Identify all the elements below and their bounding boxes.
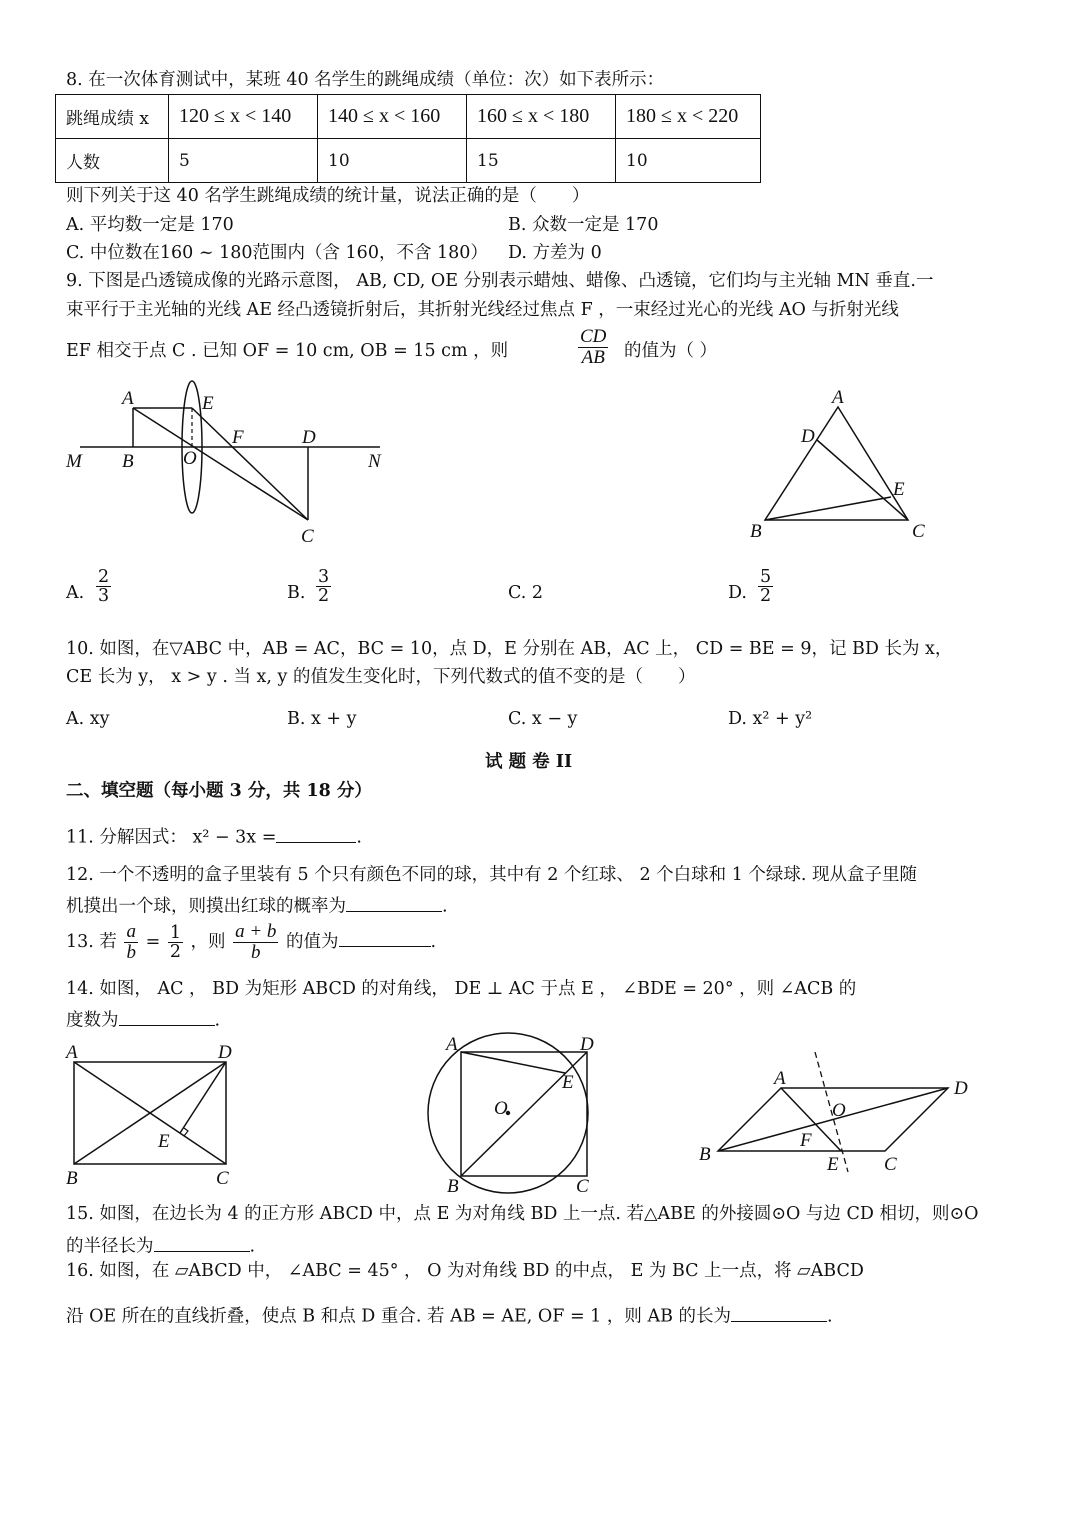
q13-eq: = <box>145 931 161 952</box>
q10-option-c: C. x − y <box>508 709 578 729</box>
segment-be <box>765 497 891 520</box>
fraction-numerator: 5 <box>760 567 772 587</box>
q11-text: 11. 分解因式： x² − 3x = <box>66 827 277 848</box>
q16-line1: 16. 如图，在 ▱ABCD 中， ∠ABC = 45° ， O 为对角线 BD 的中点， E 为 BC 上一点，将 ▱ABCD <box>66 1261 864 1281</box>
para-label: A <box>774 1068 786 1089</box>
q15-line1: 15. 如图，在边长为 4 的正方形 ABCD 中，点 E 为对角线 BD 上一点. 若△ABE 的外接圆⊙O 与边 CD 相切，则⊙O <box>66 1204 979 1224</box>
q9-line1: 9. 下图是凸透镜成像的光路示意图， AB, CD, OE 分别表示蜡烛、蜡像、凸透镜，它们均与主光轴 MN 垂直.一 <box>66 271 934 291</box>
table-cell: 180 ≤ x < 220 <box>616 95 761 139</box>
q9-option-a-fraction <box>94 568 113 606</box>
q13 <box>66 922 436 963</box>
q8-option-d: D. 方差为 0 <box>508 243 602 263</box>
square-label: E <box>562 1072 574 1093</box>
lens-label: F <box>232 427 244 448</box>
q14-line2 <box>66 1007 220 1032</box>
fraction-denominator: 3 <box>98 586 110 607</box>
segment-de <box>180 1062 226 1133</box>
q8-option-c: C. 中位数在160 ~ 180范围内（含 160，不含 180） <box>66 243 488 263</box>
rect-label: C <box>216 1168 229 1189</box>
q15-text: 的半径长为 <box>66 1236 154 1257</box>
triangle-label: B <box>750 521 762 542</box>
q13-pre: 13. 若 <box>66 931 117 952</box>
triangle-label: E <box>893 479 905 500</box>
triangle-label: A <box>832 387 844 408</box>
table-cell: 10 <box>318 139 467 183</box>
answer-blank[interactable] <box>119 1007 215 1026</box>
lens-label: E <box>202 393 214 414</box>
q13-post: 的值为 <box>286 931 339 952</box>
q14-end: . <box>214 1010 221 1031</box>
fraction-numerator: CD <box>580 326 607 347</box>
table-cell: 120 ≤ x < 140 <box>169 95 318 139</box>
q11-end: . <box>356 827 362 848</box>
para-label: E <box>827 1154 839 1175</box>
lens-label: B <box>122 451 134 472</box>
rect-label: E <box>158 1131 170 1152</box>
fraction-denominator: b <box>251 941 261 963</box>
answer-blank[interactable] <box>339 928 431 947</box>
q8-option-b: B. 众数一定是 170 <box>508 215 659 235</box>
fraction-numerator: 3 <box>318 567 330 587</box>
para-label: B <box>699 1144 711 1165</box>
lens-label: N <box>368 451 381 472</box>
answer-blank[interactable] <box>731 1303 827 1322</box>
q9-option-c: C. 2 <box>508 583 544 603</box>
q14-text: 度数为 <box>66 1010 119 1031</box>
fraction-numerator: a <box>126 921 136 942</box>
q10-option-d: D. x² + y² <box>728 709 813 729</box>
lens-label: A <box>122 388 134 409</box>
square-label: D <box>580 1034 594 1055</box>
square-label: B <box>447 1176 459 1197</box>
answer-blank[interactable] <box>154 1233 250 1252</box>
q10-line2: CE 长为 y， x > y . 当 x, y 的值发生变化时，下列代数式的值不变的是（ ） <box>66 667 696 687</box>
q9-option-b-fraction <box>314 568 333 606</box>
right-angle-mark <box>184 1128 188 1136</box>
q10-line1: 10. 如图，在▽ABC 中，AB = AC，BC = 10，点 D，E 分别在 AB，AC 上， CD = BE = 9，记 BD 长为 x， <box>66 639 953 659</box>
square-label: O <box>494 1098 508 1119</box>
answer-blank[interactable] <box>346 893 442 912</box>
triangle-label: C <box>912 521 925 542</box>
lens-label: C <box>301 526 314 547</box>
para-label: D <box>954 1078 968 1099</box>
rect-label: D <box>218 1042 232 1063</box>
q9-option-b-label: B. <box>287 583 306 603</box>
section-title: 试 题 卷 II <box>485 752 573 772</box>
q14-line1: 14. 如图， AC ， BD 为矩形 ABCD 的对角线， DE ⊥ AC 于点 E ， ∠BDE = 20° ，则 ∠ACB 的 <box>66 979 857 999</box>
fraction-denominator: 2 <box>760 586 772 607</box>
triangle-label: D <box>801 426 815 447</box>
fill-in-header: 二、填空题（每小题 3 分，共 18 分） <box>66 781 372 801</box>
q11 <box>66 824 362 849</box>
q15-end: . <box>249 1236 256 1257</box>
table-cell: 15 <box>467 139 616 183</box>
fraction-numerator: a + b <box>235 921 277 942</box>
para-label: C <box>884 1154 897 1175</box>
ray-ao <box>133 408 308 520</box>
q10-option-a: A. xy <box>66 709 110 729</box>
table-cell: 10 <box>616 139 761 183</box>
answer-blank[interactable] <box>276 824 356 843</box>
q16-end: . <box>827 1306 833 1327</box>
fraction-denominator: b <box>126 941 136 963</box>
q12-line1: 12. 一个不透明的盒子里装有 5 个只有颜色不同的球，其中有 2 个红球、 2 个白球和 1 个绿球. 现从盒子里随 <box>66 865 918 885</box>
ray-efc <box>192 408 308 520</box>
table-cell: 跳绳成绩 x <box>56 95 169 139</box>
q9-option-d-label: D. <box>728 583 747 603</box>
q16-text: 沿 OE 所在的直线折叠，使点 B 和点 D 重合. 若 AB = AE, OF = 1 ，则 AB 的长为 <box>66 1306 731 1327</box>
fraction-numerator: 2 <box>98 567 110 587</box>
q8-question: 则下列关于这 40 名学生跳绳成绩的统计量，说法正确的是（ ） <box>66 186 590 206</box>
table-cell: 140 ≤ x < 160 <box>318 95 467 139</box>
q12-end: . <box>442 896 448 917</box>
q10-option-b: B. x + y <box>287 709 357 729</box>
square-label: C <box>576 1176 589 1197</box>
fraction-numerator: 1 <box>169 922 181 943</box>
lens-label: O <box>183 448 197 469</box>
q13-mid: ，则 <box>190 931 226 952</box>
fraction-denominator: 2 <box>318 586 330 607</box>
q12-line2 <box>66 893 448 918</box>
lens-label: M <box>66 451 82 472</box>
q13-end: . <box>430 931 437 952</box>
q9-option-d-fraction <box>756 568 775 606</box>
rect-label: B <box>66 1168 78 1189</box>
q8-stem: 8. 在一次体育测试中，某班 40 名学生的跳绳成绩（单位：次）如下表所示： <box>66 70 665 90</box>
rect-label: A <box>66 1042 78 1063</box>
q12-text: 机摸出一个球，则摸出红球的概率为 <box>66 896 346 917</box>
q16-line2 <box>66 1303 833 1328</box>
q9-line2: 束平行于主光轴的光线 AE 经凸透镜折射后，其折射光线经过焦点 F ，一束经过光心的光线 AO 与折射光线 <box>66 300 899 320</box>
square-label: A <box>446 1034 458 1055</box>
table-cell: 人数 <box>56 139 169 183</box>
fraction-denominator: AB <box>581 346 605 368</box>
q15-line2 <box>66 1233 255 1258</box>
diagonal-bd-15 <box>461 1052 587 1176</box>
para-label: O <box>832 1100 846 1121</box>
q9-option-a-label: A. <box>66 583 85 603</box>
q9-line3b: 的值为（ ） <box>624 341 718 361</box>
q9-line3a: EF 相交于点 C . 已知 OF = 10 cm, OB = 15 cm ，则 <box>66 341 509 361</box>
fraction-denominator: 2 <box>169 941 181 962</box>
lens-label: D <box>302 427 316 448</box>
table-cell: 5 <box>169 139 318 183</box>
triangle-abc <box>765 407 908 520</box>
table-cell: 160 ≤ x < 180 <box>467 95 616 139</box>
para-label: F <box>800 1130 812 1151</box>
segment-ae <box>461 1052 565 1073</box>
q8-option-a: A. 平均数一定是 170 <box>66 215 234 235</box>
